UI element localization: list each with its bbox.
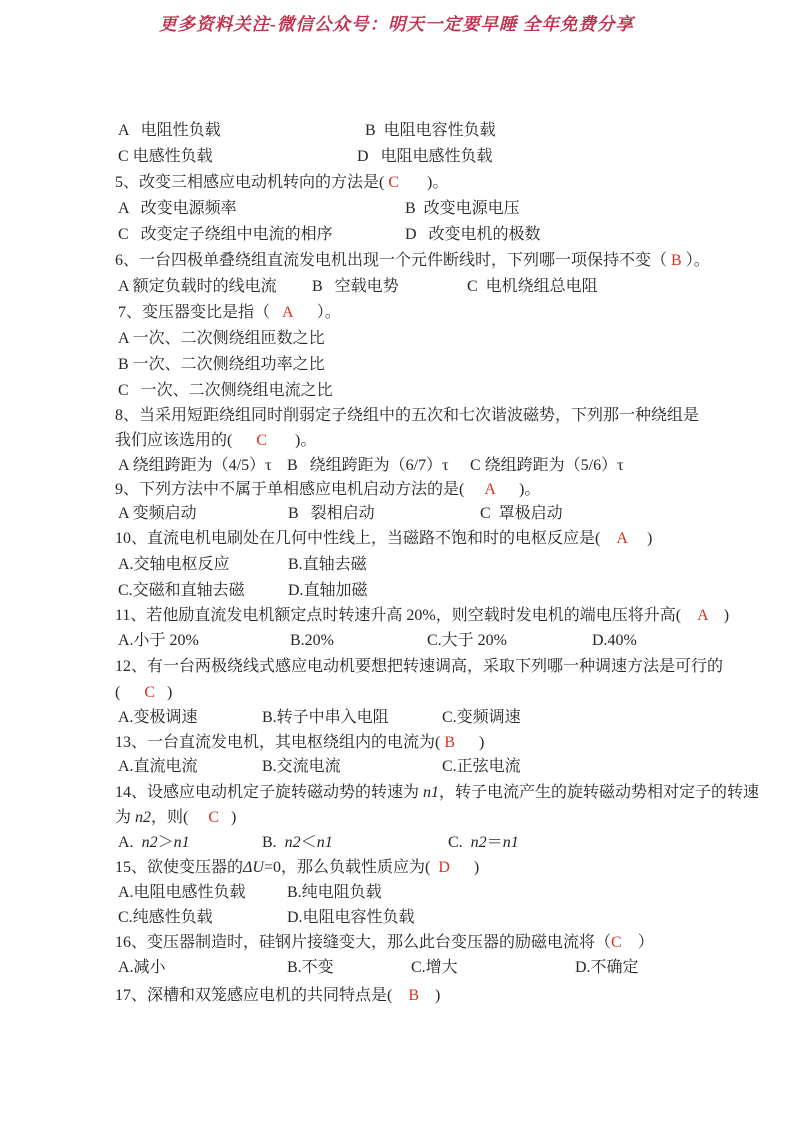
text-segment: 15、欲使变压器的 (115, 859, 244, 876)
text-segment: C 一次、二次侧绕组电流之比 (118, 382, 333, 399)
text-segment: n2 (135, 809, 152, 826)
text-cell (115, 406, 699, 426)
text-segment: B 一次、二次侧绕组功率之比 (118, 356, 325, 373)
text-segment: ) (419, 987, 441, 1004)
text-cell (288, 504, 375, 524)
text-cell (115, 431, 316, 451)
text-segment: A 额定负载时的线电流 (118, 278, 277, 295)
text-cell (118, 225, 333, 245)
answer-letter: C (611, 934, 622, 951)
text-line (0, 858, 793, 880)
text-cell (118, 883, 246, 903)
text-line (0, 147, 793, 169)
text-segment: ） (621, 934, 654, 951)
text-segment: )。 (495, 481, 541, 498)
text-cell (287, 958, 334, 978)
text-cell (115, 783, 759, 803)
text-segment: C 绕组跨距为（5/6）τ (470, 457, 624, 474)
text-segment: A 改变电源频率 (118, 200, 237, 217)
text-cell (118, 958, 166, 978)
text-line (0, 225, 793, 247)
text-segment: B.直轴去磁 (288, 556, 367, 573)
text-line (0, 606, 793, 628)
text-line (0, 431, 793, 453)
text-segment: ( (115, 684, 145, 701)
text-line (0, 883, 793, 905)
text-cell (262, 708, 389, 728)
text-cell (405, 199, 520, 219)
text-segment: C 电感性负载 (118, 148, 213, 165)
text-segment: D.不确定 (575, 959, 639, 976)
text-segment: D.40% (592, 632, 637, 649)
text-segment: C.增大 (411, 959, 458, 976)
text-segment: ）。 (681, 252, 710, 269)
text-cell (118, 355, 325, 375)
text-segment: B. (262, 834, 285, 851)
text-line (0, 958, 793, 980)
text-cell (288, 555, 367, 575)
text-line (0, 833, 793, 855)
text-line (0, 657, 793, 679)
text-cell (115, 683, 172, 703)
text-cell (448, 833, 519, 853)
text-segment: B.转子中串入电阻 (262, 709, 389, 726)
text-line (0, 303, 793, 325)
page-header-banner: 更多资料关注-微信公众号：明天一定要早睡 全年免费分享 (159, 14, 634, 34)
text-cell (427, 631, 507, 651)
text-cell (115, 173, 448, 193)
text-segment: 14、设感应电动机定子旋转磁动势的转速为 (115, 784, 424, 801)
text-segment: B 裂相启动 (288, 505, 375, 522)
text-segment: 17、深槽和双笼感应电机的共同特点是( (115, 987, 409, 1004)
text-line (0, 733, 793, 755)
text-cell (115, 933, 654, 953)
text-segment: A 变频启动 (118, 505, 197, 522)
text-cell (411, 958, 458, 978)
answer-letter: C (256, 432, 268, 449)
text-segment: A.电阻电感性负载 (118, 884, 246, 901)
text-segment: B.交流电流 (262, 758, 341, 775)
text-segment: 5、改变三相感应电动机转向的方法是( (115, 174, 389, 191)
text-cell (357, 147, 493, 167)
text-cell (118, 329, 325, 349)
text-line (0, 199, 793, 221)
text-segment: C.纯感性负载 (118, 909, 213, 926)
text-segment: B.不变 (287, 959, 334, 976)
text-segment: A.减小 (118, 959, 166, 976)
text-cell (118, 277, 277, 297)
text-line (0, 908, 793, 930)
text-segment: ) (455, 734, 485, 751)
text-cell (118, 757, 198, 777)
text-segment: ＞ (157, 834, 174, 851)
text-line (0, 329, 793, 351)
answer-letter: B (444, 734, 456, 751)
text-line (0, 808, 793, 830)
text-line (0, 456, 793, 478)
text-segment: 16、变压器制造时，硅钢片接缝变大，那么此台变压器的励磁电流将（ (115, 934, 612, 951)
text-cell (118, 504, 197, 524)
text-segment: C. (448, 834, 471, 851)
text-line (0, 355, 793, 377)
text-segment: D.直轴加磁 (288, 582, 368, 599)
text-segment: 为 (115, 809, 136, 826)
text-cell (287, 883, 382, 903)
text-segment: B.纯电阻负载 (287, 884, 382, 901)
text-cell (442, 708, 521, 728)
text-line (0, 480, 793, 502)
text-segment: 11、若他励直流发电机额定点时转速升高 20%，则空载时发电机的端电压将升高( (115, 607, 698, 624)
text-segment: D 电阻电感性负载 (357, 148, 493, 165)
text-segment: A. (118, 834, 142, 851)
text-cell (118, 833, 190, 853)
text-segment: D.电阻电容性负载 (287, 909, 415, 926)
text-cell (118, 199, 237, 219)
text-cell (262, 833, 333, 853)
text-segment: C.正弦电流 (442, 758, 521, 775)
text-segment: n1 (173, 834, 190, 851)
text-segment: )。 (399, 174, 449, 191)
text-cell (118, 147, 213, 167)
text-segment: n1 (423, 784, 440, 801)
text-segment: C.交磁和直轴去磁 (118, 582, 245, 599)
answer-letter: C (144, 684, 155, 701)
text-segment: ) (219, 809, 237, 826)
answer-letter: B (671, 252, 682, 269)
text-cell (118, 456, 272, 476)
answer-letter: B (408, 987, 420, 1004)
text-line (0, 708, 793, 730)
answer-letter: A (484, 481, 496, 498)
text-segment: 13、一台直流发电机，其电枢绕组内的电流为( (115, 734, 445, 751)
text-line (0, 581, 793, 603)
text-cell (480, 504, 563, 524)
text-line (0, 406, 793, 428)
text-segment: n1 (316, 834, 333, 851)
text-cell (467, 277, 598, 297)
text-line (0, 529, 793, 551)
text-segment: ) (155, 684, 173, 701)
text-segment: C 改变定子绕组中电流的相序 (118, 226, 333, 243)
text-segment: ) (707, 607, 730, 624)
text-cell (118, 631, 199, 651)
text-segment: A.直流电流 (118, 758, 198, 775)
text-line (0, 555, 793, 577)
text-segment: n2 (284, 834, 301, 851)
text-segment: B 电阻电容性负载 (365, 122, 496, 139)
text-segment: A 绕组跨距为（4/5）τ (118, 457, 272, 474)
answer-letter: A (697, 607, 708, 624)
text-cell (592, 631, 637, 651)
text-segment: A.变极调速 (118, 709, 198, 726)
text-cell (118, 555, 230, 575)
text-cell (442, 757, 521, 777)
text-cell (365, 121, 496, 141)
text-segment: n2 (141, 834, 158, 851)
text-segment: A 一次、二次侧绕组匝数之比 (118, 330, 325, 347)
text-cell (118, 381, 333, 401)
text-cell (115, 808, 236, 828)
text-segment: B 绕组跨距为（6/7）τ (287, 457, 449, 474)
text-segment: ) (627, 530, 653, 547)
text-segment: B 改变电源电压 (405, 200, 520, 217)
text-segment: 9、下列方法中不属于单相感应电机启动方法的是( (115, 481, 485, 498)
text-segment: B 空载电势 (312, 278, 399, 295)
text-line (0, 381, 793, 403)
text-cell (118, 303, 341, 323)
text-cell (262, 757, 341, 777)
text-line (0, 757, 793, 779)
text-cell (288, 581, 368, 601)
text-cell (575, 958, 639, 978)
text-segment: B.20% (290, 632, 334, 649)
text-segment: ＝ (486, 834, 503, 851)
text-line (0, 683, 793, 705)
text-segment: n1 (502, 834, 519, 851)
text-line (0, 986, 793, 1008)
text-segment: C 罩极启动 (480, 505, 563, 522)
text-segment: ΔU (243, 859, 264, 876)
answer-letter: A (282, 304, 293, 321)
text-line (0, 251, 793, 273)
text-cell (115, 858, 479, 878)
text-line (0, 504, 793, 526)
text-cell (118, 581, 245, 601)
text-cell (287, 908, 415, 928)
text-segment: 8、当采用短距绕组同时削弱定子绕组中的五次和七次谐波磁势，下列那一种绕组是 (115, 407, 700, 424)
text-segment: 12、有一台两极绕线式感应电动机要想把转速调高，采取下列哪一种调速方法是可行的 (115, 658, 724, 675)
text-segment: A.交轴电枢反应 (118, 556, 230, 573)
text-cell (312, 277, 399, 297)
text-line (0, 277, 793, 299)
answer-letter: A (616, 530, 628, 547)
answer-letter: D (438, 859, 450, 876)
text-segment: ＜ (300, 834, 317, 851)
text-segment: 6、一台四极单叠绕组直流发电机出现一个元件断线时，下列哪一项保持不变（ (115, 252, 672, 269)
text-segment: n2 (470, 834, 487, 851)
text-line (0, 173, 793, 195)
text-cell (118, 708, 198, 728)
text-line (0, 783, 793, 805)
text-cell (287, 456, 449, 476)
text-cell (290, 631, 334, 651)
answer-letter: C (208, 809, 220, 826)
answer-letter: C (388, 174, 400, 191)
text-line (0, 631, 793, 653)
text-cell (118, 908, 213, 928)
text-segment: ）。 (292, 304, 341, 321)
text-segment: D 改变电机的极数 (405, 226, 541, 243)
text-segment: 我们应该选用的( (115, 432, 257, 449)
text-segment: ) (449, 859, 480, 876)
text-segment: 10、直流电机电刷处在几何中性线上，当磁路不饱和时的电枢反应是( (115, 530, 617, 547)
text-segment: C.大于 20% (427, 632, 508, 649)
text-segment: A.小于 20% (118, 632, 199, 649)
text-cell (470, 456, 624, 476)
text-segment: 7、变压器变比是指（ (118, 304, 283, 321)
text-cell (115, 606, 729, 626)
text-segment: ，则( (151, 809, 209, 826)
text-cell (115, 480, 540, 500)
text-segment: =0，那么负载性质应为( (263, 859, 439, 876)
text-cell (115, 986, 440, 1006)
text-segment: A 电阻性负载 (118, 122, 221, 139)
text-cell (405, 225, 541, 245)
text-cell (115, 657, 723, 677)
text-segment: C.变频调速 (442, 709, 521, 726)
text-cell (115, 733, 484, 753)
text-segment: ，转子电流产生的旋转磁动势相对定子的转速 (439, 784, 760, 801)
text-segment: C 电机绕组总电阻 (467, 278, 598, 295)
text-cell (115, 529, 652, 549)
text-line (0, 121, 793, 143)
text-cell (115, 251, 710, 271)
text-segment: )。 (267, 432, 317, 449)
text-line (0, 933, 793, 955)
text-cell (118, 121, 221, 141)
